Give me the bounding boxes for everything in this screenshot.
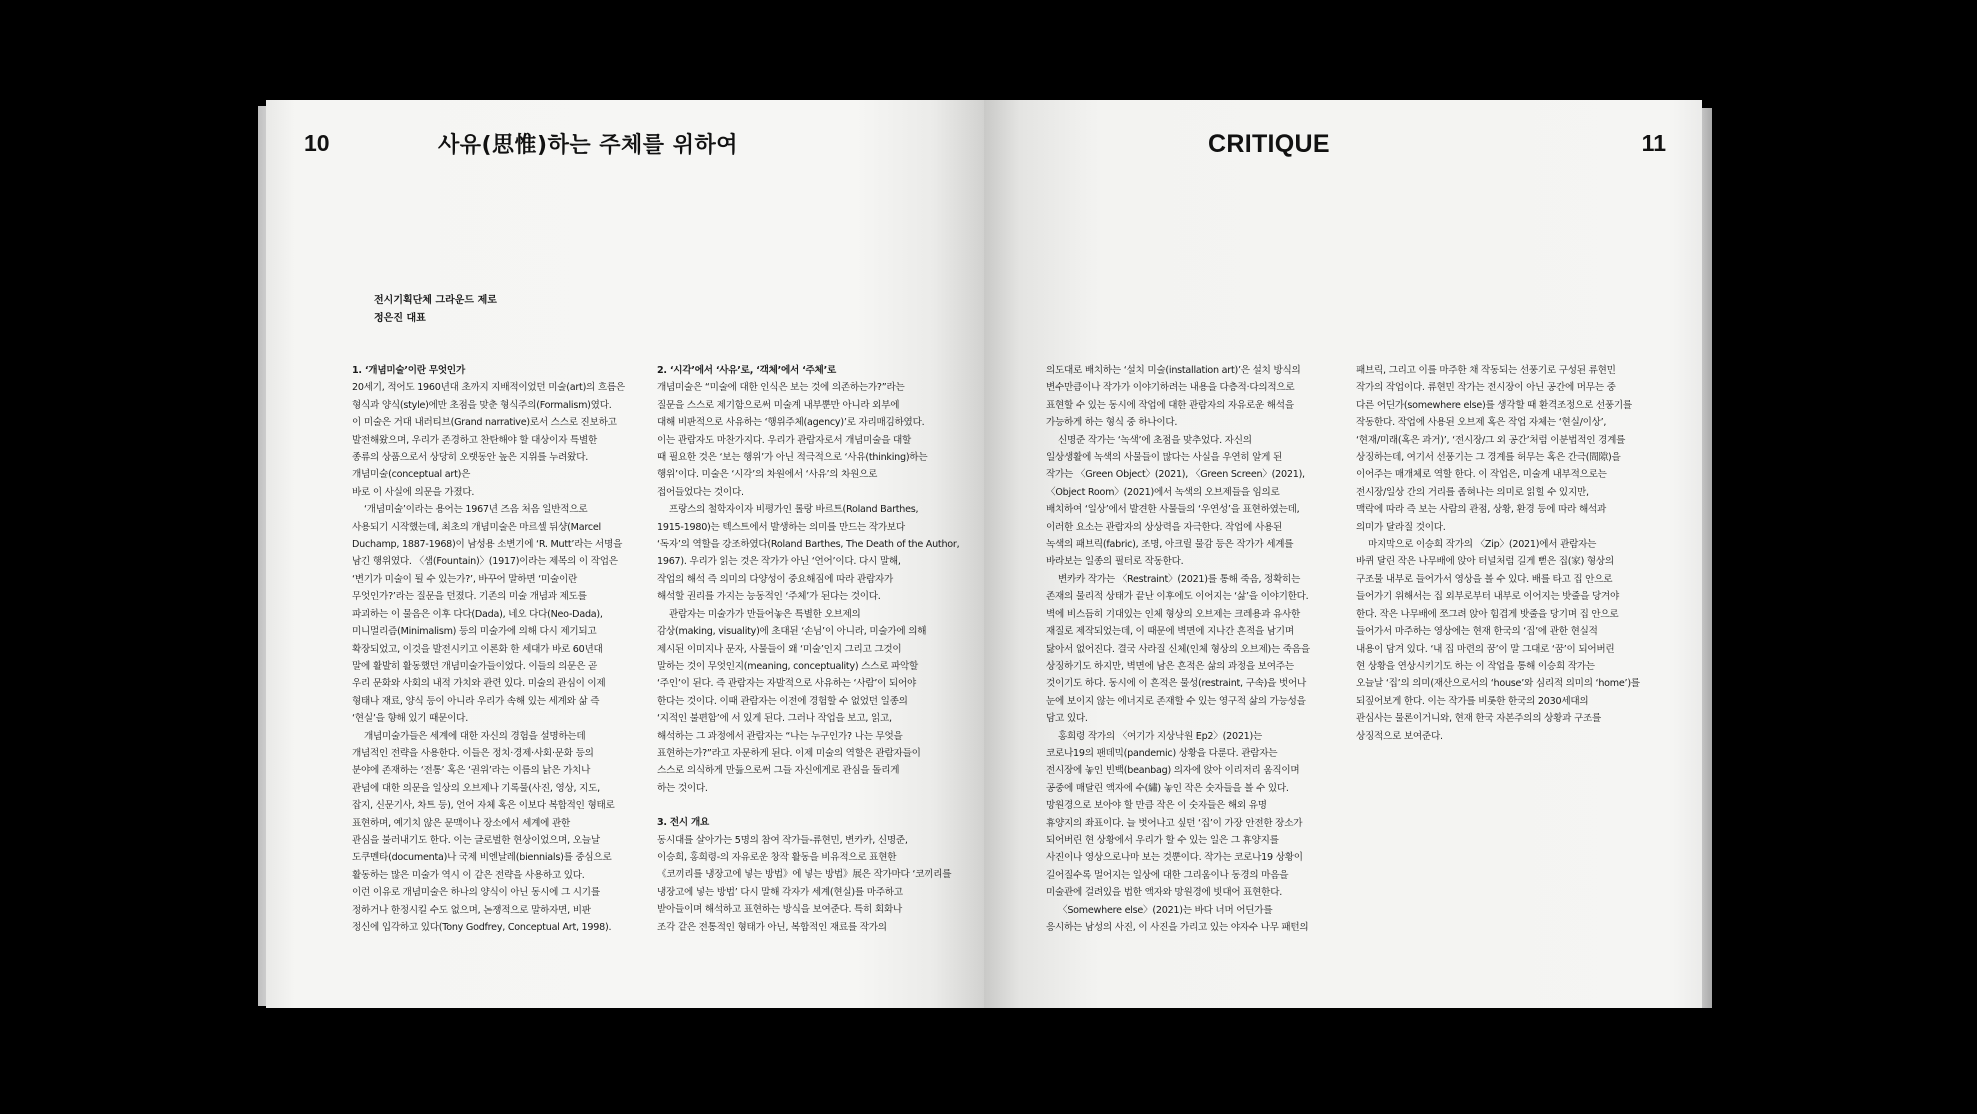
- text-line: 1915-1980)는 텍스트에서 발생하는 의미를 만드는 작가보다: [657, 521, 905, 533]
- text-line: 눈에 보이지 않는 에너지로 존재할 수 있는 영구적 삶의 가능성을: [1046, 695, 1306, 707]
- page-number-left: 10: [304, 130, 330, 156]
- text-line: 배치하여 ‘일상’에서 발견한 사물들의 ‘우연성’을 표현하였는데,: [1046, 504, 1300, 516]
- text-line: 전시장에 놓인 빈백(beanbag) 의자에 앉아 이리저리 움직이며: [1046, 765, 1300, 777]
- text-line: 재질로 제작되었는데, 이 때문에 벽면에 지나간 흔적을 남기며: [1046, 626, 1294, 638]
- text-line: 개념미술가들은 세계에 대한 자신의 경험을 설명하는데: [364, 730, 586, 742]
- text-line: 무엇인가?’라는 질문을 던졌다. 기존의 미술 개념과 제도를: [352, 591, 587, 603]
- text-line: 《코끼리를 냉장고에 넣는 방법》에 넣는 방법》展은 작가마다 ‘코끼리를: [657, 869, 952, 881]
- text-line: 확장되었고, 이것을 발전시키고 이론화 한 세대가 바로 60년대: [352, 643, 603, 655]
- text-line: 관람자는 미술가가 만들어놓은 특별한 오브제의: [669, 608, 861, 620]
- text-line: 한다. 작은 나무배에 쪼그려 앉아 힘겹게 밧줄을 당기며 집 안으로: [1356, 608, 1619, 620]
- right-page: [984, 100, 1702, 1008]
- text-line: ‘변기가 미술이 될 수 있는가?’, 바꾸어 말하면 ‘미술이란: [352, 573, 578, 585]
- text-line: 개념적인 전략을 사용한다. 이들은 정치·경제·사회·문화 등의: [352, 747, 594, 759]
- page-number-right: 11: [1641, 130, 1666, 156]
- text-line: 가능하게 하는 형식 중 하나이다.: [1046, 417, 1178, 429]
- text-line: 받아들이며 해석하고 표현하는 방식을 보여준다. 특히 회화나: [657, 904, 903, 916]
- section-heading: 3. 전시 개요: [657, 817, 710, 829]
- left-column-1: [352, 362, 625, 936]
- text-line: 이어주는 매개체로 역할 한다. 이 작업은, 미술계 내부적으로는: [1356, 469, 1607, 481]
- text-line: 현 상황을 연상시키기도 하는 이 작업을 통해 이승희 작가는: [1356, 660, 1595, 672]
- text-line: 이러한 요소는 관람자의 상상력을 자극한다. 작업에 사용된: [1046, 521, 1283, 533]
- text-line: 홍희령 작가의 〈여기가 지상낙원 Ep2〉(2021)는: [1058, 730, 1263, 742]
- text-line: 맥락에 따라 즉 보는 사람의 관점, 상황, 환경 등에 따라 해석과: [1356, 504, 1607, 516]
- text-line: 대해 비판적으로 사유하는 ‘행위주체(agency)’로 자리매김하였다.: [657, 417, 925, 429]
- text-line: 동시대를 살아가는 5명의 참여 작가들-류현민, 변카카, 신명준,: [657, 834, 908, 846]
- byline: [374, 292, 497, 328]
- text-line: 표현할 수 있는 동시에 작업에 대한 관람자의 자유로운 해석을: [1046, 399, 1294, 411]
- text-line: 관심을 불러내기도 한다. 이는 글로벌한 현상이었으며, 오늘날: [352, 834, 600, 846]
- text-line: 존재의 물리적 상태가 끝난 이후에도 이어지는 ‘삶’을 이야기한다.: [1046, 591, 1309, 603]
- text-line: 발전해왔으며, 우리가 존경하고 찬탄해야 할 대상이자 특별한: [352, 434, 598, 446]
- text-line: 냉장고에 넣는 방법’ 다시 말해 각자가 세계(현실)를 마주하고: [657, 886, 903, 898]
- text-line: Duchamp, 1887-1968)이 남성용 소변기에 ‘R. Mutt’라는 서명을: [352, 539, 623, 551]
- text-line: 신명준 작가는 ‘녹색’에 초점을 맞추었다. 자신의: [1058, 434, 1252, 446]
- text-line: ‘현실’을 향해 있기 때문이다.: [352, 713, 468, 725]
- text-line: 개념미술은 “미술에 대한 인식은 보는 것에 의존하는가?”라는: [657, 382, 905, 394]
- article-title: 사유(思惟)하는 주체를 위하여: [438, 133, 738, 158]
- text-line: 해석할 권리를 가지는 능동적인 ‘주체’가 된다는 것이다.: [657, 591, 881, 603]
- text-line: 표현하는가?”라고 자문하게 된다. 이제 미술의 역할은 관람자들이: [657, 747, 921, 759]
- text-line: 패브릭, 그리고 이를 마주한 채 작동되는 선풍기로 구성된 류현민: [1356, 365, 1616, 376]
- text-line: 길어질수록 멀어지는 일상에 대한 그리움이나 동경의 마음을: [1046, 869, 1289, 881]
- text-line: 이승희, 홍희령-의 자유로운 창작 활동을 비유적으로 표현한: [657, 851, 897, 863]
- text-line: 해석하는 그 과정에서 관람자는 “나는 누구인가? 나는 무엇을: [657, 730, 903, 742]
- text-line: 일상생활에 녹색의 사물들이 많다는 사실을 우연히 알게 된: [1046, 452, 1283, 464]
- text-line: 변카카 작가는 〈Restraint〉(2021)를 통해 죽음, 정확히는: [1058, 573, 1301, 585]
- text-line: 바로 이 사실에 의문을 가졌다.: [352, 486, 475, 498]
- text-line: 미니멀리즘(Minimalism) 등의 미술가에 의해 다시 제기되고: [352, 626, 597, 638]
- text-line: 조각 같은 전통적인 형태가 아닌, 복합적인 재료를 작가의: [657, 921, 887, 933]
- text-line: 상징하기도 하지만, 벽면에 남은 흔적은 삶의 과정을 보여주는: [1046, 660, 1294, 672]
- text-line: 의도대로 배치하는 ‘설치 미술(installation art)’은 설치 방식의: [1046, 365, 1301, 376]
- text-line: 작가의 작업이다. 류현민 작가는 전시장이 아닌 공간에 머무는 중: [1356, 382, 1616, 394]
- text-line: 작업의 해석 즉 의미의 다양성이 중요해짐에 따라 관람자가: [657, 573, 894, 585]
- text-line: 들어가기 위해서는 집 외부로부터 내부로 이어지는 밧줄을 당겨야: [1356, 591, 1620, 603]
- byline-organization: 전시기획단체 그라운드 제로: [374, 295, 497, 306]
- text-line: 개념미술(conceptual art)은: [352, 469, 471, 481]
- text-line: 접어들었다는 것이다.: [657, 486, 744, 498]
- text-line: 마지막으로 이승희 작가의 〈Zip〉(2021)에서 관람자는: [1368, 539, 1597, 551]
- right-column-2: [1356, 362, 1640, 745]
- text-line: 스스로 의식하게 만듦으로써 그들 자신에게로 관심을 돌리게: [657, 765, 900, 777]
- text-line: 것이기도 하다. 동시에 이 흔적은 물성(restraint, 구속)을 벗어나: [1046, 678, 1307, 690]
- text-line: 20세기, 적어도 1960년대 초까지 지배적이었던 미술(art)의 흐름은: [352, 382, 625, 394]
- section-title: CRITIQUE: [1208, 130, 1330, 158]
- text-line: 녹색의 패브릭(fabric), 조명, 아크릴 물감 등은 작가가 세계를: [1046, 539, 1294, 551]
- text-line: 파괴하는 이 물음은 이후 다다(Dada), 네오 다다(Neo-Dada),: [352, 608, 603, 620]
- text-line: ‘현재/미래(혹은 과거)’, ‘전시장/그 외 공간’처럼 이분법적인 경계를: [1356, 434, 1626, 446]
- text-line: 되짚어보게 한다. 이는 작가를 비롯한 한국의 2030세대의: [1356, 695, 1589, 707]
- text-line: 관심사는 물론이거니와, 현재 한국 자본주의의 상황과 구조를: [1356, 713, 1602, 725]
- text-line: 상징하는데, 여기서 선풍기는 그 경계를 허무는 혹은 간극(間隙)을: [1356, 452, 1621, 464]
- text-line: 형태나 재료, 양식 등이 아니라 우리가 속해 있는 세계와 삶 즉: [352, 695, 600, 707]
- text-line: 하는 것이다.: [657, 782, 708, 794]
- text-line: 의미가 달라질 것이다.: [1356, 521, 1446, 533]
- text-line: 구조물 내부로 들어가서 영상을 볼 수 있다. 배를 타고 집 안으로: [1356, 573, 1613, 585]
- section-heading: 2. ‘시각’에서 ‘사유’로, ‘객체’에서 ‘주체’로: [657, 365, 836, 376]
- text-line: 담고 있다.: [1046, 713, 1088, 725]
- right-column-1: [1046, 362, 1310, 936]
- left-column-2: [657, 362, 959, 936]
- text-line: 제시된 이미지나 문자, 사물들이 왜 ‘미술’인지 그리고 그것이: [657, 643, 902, 655]
- text-line: 변수만큼이나 작가가 이야기하려는 내용을 다층적·다의적으로: [1046, 382, 1295, 394]
- text-line: 행위’이다. 미술은 ‘시각’의 차원에서 ‘사유’의 차원으로: [657, 469, 878, 481]
- text-line: ‘개념미술’이라는 용어는 1967년 즈음 처음 일반적으로: [364, 504, 588, 516]
- text-line: 관념에 대한 의문을 일상의 오브제나 기록물(사진, 영상, 지도,: [352, 782, 600, 794]
- text-line: 되어버린 현 상황에서 우리가 할 수 있는 일은 그 휴양지를: [1046, 834, 1279, 846]
- text-line: 감상(making, visuality)에 초대된 ‘손님’이 아니라, 미술가에 의해: [657, 626, 927, 638]
- text-line: 도쿠멘타(documenta)나 국제 비엔날레(biennials)를 중심으로: [352, 852, 612, 864]
- left-page: [266, 100, 984, 1008]
- text-line: 이런 이유로 개념미술은 하나의 양식이 아닌 동시에 그 시기를: [352, 887, 600, 899]
- text-line: 말에 활발히 활동했던 개념미술가들이었다. 이들의 의문은 곧: [352, 660, 598, 672]
- text-line: 〈Somewhere else〉(2021)는 바다 너머 어딘가를: [1058, 904, 1273, 916]
- text-line: 벽에 비스듬히 기대있는 인체 형상의 오브제는 크레용과 유사한: [1046, 608, 1301, 620]
- text-line: ‘지적인 불편함’에 서 있게 된다. 그러나 작업을 보고, 읽고,: [657, 713, 892, 725]
- text-line: 정신에 입각하고 있다(Tony Godfrey, Conceptual Art, 1998).: [352, 922, 612, 933]
- text-line: 남긴 행위였다. 〈샘(Fountain)〉(1917)이라는 제목의 이 작업은: [352, 556, 618, 568]
- text-line: 바라보는 일종의 필터로 작동한다.: [1046, 556, 1184, 568]
- text-line: ‘주인’이 된다. 즉 관람자는 자발적으로 사유하는 ‘사람’이 되어야: [657, 678, 917, 690]
- text-line: 우리 문화와 사회의 내적 가치와 관련 있다. 미술의 관심이 이제: [352, 678, 606, 690]
- text-line: 들어가서 마주하는 영상에는 현재 한국의 ‘집’에 관한 현실적: [1356, 626, 1598, 638]
- text-line: ‘독자’의 역할을 강조하였다(Roland Barthes, The Death of the Author,: [657, 539, 960, 551]
- text-line: 사진이나 영상으로나마 보는 것뿐이다. 작가는 코로나19 상황이: [1046, 852, 1303, 864]
- text-line: 작가는 〈Green Object〉(2021), 〈Green Screen〉(2021),: [1046, 469, 1305, 481]
- text-line: 미술관에 걸려있을 법한 액자와 망원경에 빗대어 표현한다.: [1046, 887, 1283, 899]
- text-line: 작동한다. 작업에 사용된 오브제 혹은 작업 자체는 ‘현실/이상’,: [1356, 417, 1607, 429]
- text-line: 1967). 우리가 읽는 것은 작가가 아닌 ‘언어’이다. 다시 말해,: [657, 556, 901, 568]
- text-line: 사용되기 시작했는데, 최초의 개념미술은 마르셀 뒤샹(Marcel: [352, 521, 601, 533]
- text-line: 활동하는 많은 미술가 역시 이 같은 전략을 사용하고 있다.: [352, 869, 585, 881]
- section-heading: 1. ‘개념미술’이란 무엇인가: [352, 365, 465, 376]
- text-line: 형식과 양식(style)에만 초점을 맞춘 형식주의(Formalism)였다.: [352, 399, 612, 411]
- text-line: 휴양지의 좌표이다. 늘 벗어나고 싶던 ‘집’이 가장 안전한 장소가: [1046, 817, 1303, 829]
- text-line: 내용이 담겨 있다. ‘내 집 마련의 꿈’이 말 그대로 ‘꿈’이 되어버린: [1356, 643, 1615, 655]
- text-line: 닳아서 없어진다. 결국 사라질 신체(인체 형상의 오브제)는 죽음을: [1046, 643, 1310, 655]
- text-line: 공중에 매달린 액자에 수(繡) 놓인 작은 숫자들을 볼 수 있다.: [1046, 782, 1289, 794]
- text-line: 코로나19의 팬데믹(pandemic) 상황을 다룬다. 관람자는: [1046, 747, 1278, 759]
- text-line: 표현하며, 예기치 않은 문맥이나 장소에서 세계에 관한: [352, 817, 570, 829]
- text-line: 질문을 스스로 제기함으로써 미술계 내부뿐만 아니라 외부에: [657, 399, 900, 411]
- text-line: 잡지, 신문기사, 차트 등), 언어 자체 혹은 이보다 복합적인 형태로: [352, 800, 615, 812]
- text-line: 이는 관람자도 마찬가지다. 우리가 관람자로서 개념미술을 대할: [657, 434, 912, 446]
- text-line: 프랑스의 철학자이자 비평가인 롤랑 바르트(Roland Barthes,: [669, 504, 919, 516]
- text-line: 바퀴 달린 작은 나무배에 앉아 터널처럼 길게 뻗은 집(家) 형상의: [1356, 556, 1614, 568]
- text-line: 분야에 존재하는 ‘전통’ 혹은 ‘권위’라는 이름의 낡은 가치나: [352, 765, 591, 777]
- text-line: 상징적으로 보여준다.: [1356, 730, 1443, 742]
- text-line: 전시장/일상 간의 거리를 좁혀나는 의미로 읽힐 수 있지만,: [1356, 486, 1589, 498]
- text-line: 응시하는 남성의 사진, 이 사진을 가리고 있는 야자수 나무 패턴의: [1046, 922, 1309, 933]
- text-line: 때 필요한 것은 ‘보는 행위’가 아닌 적극적으로 ‘사유(thinking)하는: [657, 452, 928, 464]
- text-line: 다른 어딘가(somewhere else)를 생각할 때 환격조정으로 선풍기를: [1356, 399, 1632, 411]
- text-line: 망원경으로 보아야 할 만큼 작은 이 숫자들은 해외 유명: [1046, 800, 1267, 812]
- text-line: 말하는 것이 무엇인지(meaning, conceptuality) 스스로 파악할: [657, 660, 919, 672]
- open-magazine-spread: [266, 100, 1702, 1008]
- text-line: 〈Object Room〉(2021)에서 녹색의 오브제들을 임의로: [1046, 486, 1280, 498]
- text-line: 이 미술은 거대 내러티브(Grand narrative)로서 스스로 진보하고: [352, 417, 617, 429]
- text-line: 오늘날 ‘집’의 의미(재산으로서의 ‘house’와 심리적 의미의 ‘home’)를: [1356, 678, 1640, 690]
- text-line: 정하거나 한정시킬 수도 없으며, 논쟁적으로 말하자면, 비판: [352, 904, 591, 916]
- byline-author: 정은진 대표: [374, 313, 426, 324]
- text-line: 종류의 상품으로서 상당히 오랫동안 높은 지위를 누려왔다.: [352, 452, 589, 464]
- text-line: 한다는 것이다. 이때 관람자는 이전에 경험할 수 없었던 일종의: [657, 695, 908, 707]
